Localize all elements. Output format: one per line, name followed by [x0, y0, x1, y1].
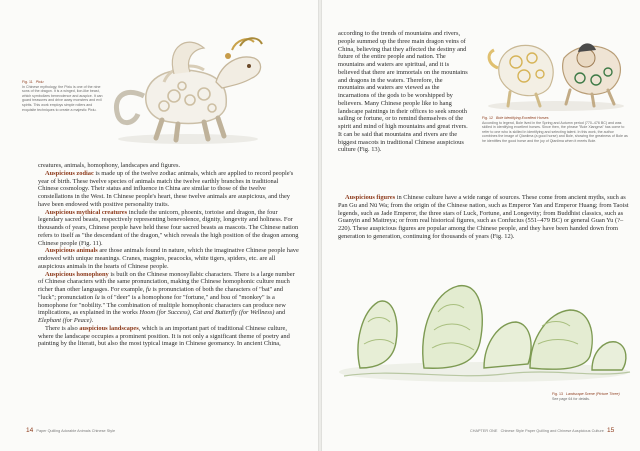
figure-description: In Chinese mythology, the Pixiu is one of the nine sons of the dragon. It is a winged, lion-like beast, which symbolizes benevolence and auspice. It can guard treasures and drive away monsters and evil spirits. This work employs simple rollers and exquisite techniques to create a majestic Pixiu.	[22, 84, 103, 112]
figure-number: Fig. 11	[22, 80, 33, 84]
figure-12-caption	[482, 116, 628, 144]
text-run: and	[274, 309, 286, 317]
text-run: hou	[220, 293, 231, 301]
highlight-term: Auspicious homophony	[45, 270, 109, 278]
figure-number: Fig. 12	[482, 116, 493, 120]
body-paragraph	[38, 162, 300, 170]
figure-title: Pixiu	[35, 80, 44, 84]
text-run: is pronunciation of both the characters of "bat" and "luck"; pronunciation	[38, 286, 283, 301]
right-page	[322, 0, 640, 451]
text-run: is built on the Chinese monosyllabic characters. There is a large number of Chinese characters with the same pronunciation, making the Chinese homophonic culture much richer than other languages. For example,	[38, 270, 295, 293]
right-body-text	[338, 194, 630, 241]
text-run: lu	[94, 293, 100, 301]
page-number: 15	[607, 427, 615, 434]
highlight-term: Auspicious mythical creatures	[45, 208, 128, 216]
figure-description: See page 64 for details.	[552, 396, 590, 401]
highlight-term: Auspicious animals	[45, 247, 98, 255]
book-title: Paper Quilling Adorable Animals Chinese Style	[36, 429, 116, 433]
chapter-title: Chinese Style Paper Quilling and Chinese Auspicious Culture	[500, 429, 604, 433]
text-run: of "monkey" is a homophone for "nobility." The combination of multiple homophonic characters can produce new implications, as explained in the works	[38, 293, 286, 317]
figure-title: Bole Identifying Excellent Horses	[496, 116, 549, 120]
text-run: fu	[145, 286, 151, 293]
text-run: There is also	[45, 324, 80, 332]
text-run: is made up of the twelve zodiac animals, which are applied to record people's year of birth. These twelve species of animals match the twelve earthly branches in traditional Chinese cosmology. Their status and influence in China are similar to those of the twelve constellations in the West. In Chinese people's heart, these twelve animals are auspicious, and they have been endowed with positive personality traits.	[38, 169, 294, 208]
highlight-term: Auspicious figures	[345, 194, 396, 201]
body-paragraph	[38, 209, 300, 248]
body-paragraph	[38, 247, 300, 270]
figure-title: Landscape Scene (Picture Three)	[566, 392, 620, 396]
highlight-term: auspicious landscapes	[79, 324, 139, 332]
text-run: Elephant (for Peace)	[38, 317, 92, 324]
chapter-label: CHAPTER ONE	[470, 429, 498, 433]
figure-number: Fig. 13	[552, 392, 563, 396]
text-run: include the unicorn, phoenix, tortoise and dragon, the four legendary sacred beasts, respectively representing benevolence, dignity, longevity and holiness. For thousands of years, Chinese people have held these four sacred beasts as mascots. The Chinese nation refers to itself as "the descendant of the dragon," which reveals the high position of the dragon among Chinese people (Fig. 11).	[38, 208, 299, 247]
column-paragraph: according to the trends of mountains and rivers, people summed up the three main dragon veins of China, believing that they affected the destiny and future of the entire people and nation. The mountains and waters are spiritual, and it is believed that there are immortals on the mountains and dragons in the waters. Therefore, the mountains and waters are viewed as the incarnations of the gods to be worshipped by believers. Many Chinese people like to hang landscape paintings in their offices to seek smooth sailing or fortune, or to remind themselves of the spirit and mind of high mountains and great rivers. It can be said that mountains and rivers are the biggest mascots in traditional Chinese auspicious culture (Fig. 13).	[338, 30, 468, 154]
body-paragraph	[38, 170, 300, 209]
body-paragraph	[38, 325, 300, 348]
right-column-text	[338, 30, 470, 154]
figure-description: According to legend, Bole lived in the Spring and Autumn period (770–476 BC) and was skilled in identifying excellent horses. Since then, the phrase "Bole Xiangma" has come to refer to one who is skilled in identifying and selecting talent. In this work, the author combines the image of Qianlima (a good horse) and Bole, showing the greatness of Bole as he identifies the good horse and the joy of Qianlima when it meets Bole.	[482, 120, 628, 143]
text-run: are those animals found in nature, which the imaginative Chinese people have endowed with unique meanings. Cranes, magpies, peacocks, white tigers, spiders, etc. are all auspicious animals in the hearts of Chinese people.	[38, 247, 299, 270]
left-body-text	[38, 162, 300, 348]
body-paragraph	[38, 271, 300, 325]
text-run: in Chinese culture have a wide range of sources. These come from ancient myths, such as Pan Gu and Nü Wa; from the origin of the Chinese nation, such as Emperor Yan and Emperor Huang; from Taoist legends, such as Jade Emperor, the three stars of Luck, Fortune, and Longevity; from Buddhist classics, such as Guanyin and Maitreya; or from real historical figures, such as Confucius (551–479 BC) or general Guan Yu (?–220). These auspicious figures are popular among the Chinese people, and they have been handed down from generation to generation, continuing for thousands of years (Fig. 12).	[338, 194, 629, 240]
left-folio	[26, 427, 115, 434]
pixiu-illustration	[104, 26, 272, 148]
figure-13-caption	[552, 392, 632, 401]
text-run: .	[91, 317, 94, 324]
figure-11-caption	[22, 80, 104, 112]
page-number: 14	[26, 427, 34, 434]
text-run: , which is an important part of traditional Chinese culture, where the landscape occupies a prominent position. It is not only a significant theme of poetry and painting by the literati, but also the most typical image in Chinese geomancy. In ancient China,	[38, 324, 290, 348]
highlight-term: Auspicious zodiac	[45, 169, 94, 177]
body-paragraph	[338, 194, 630, 241]
bole-horse-illustration	[480, 28, 630, 114]
text-run: Hoom (for Success), Cat and Butterfly (for Wellness)	[139, 309, 275, 317]
text-run: creatures, animals, homophony, landscapes and figures.	[38, 162, 181, 169]
text-run: is of "deer" is a homophone for "fortune," and	[99, 293, 221, 301]
landscape-illustration	[334, 272, 634, 388]
left-page	[0, 0, 318, 451]
right-folio	[470, 427, 614, 434]
